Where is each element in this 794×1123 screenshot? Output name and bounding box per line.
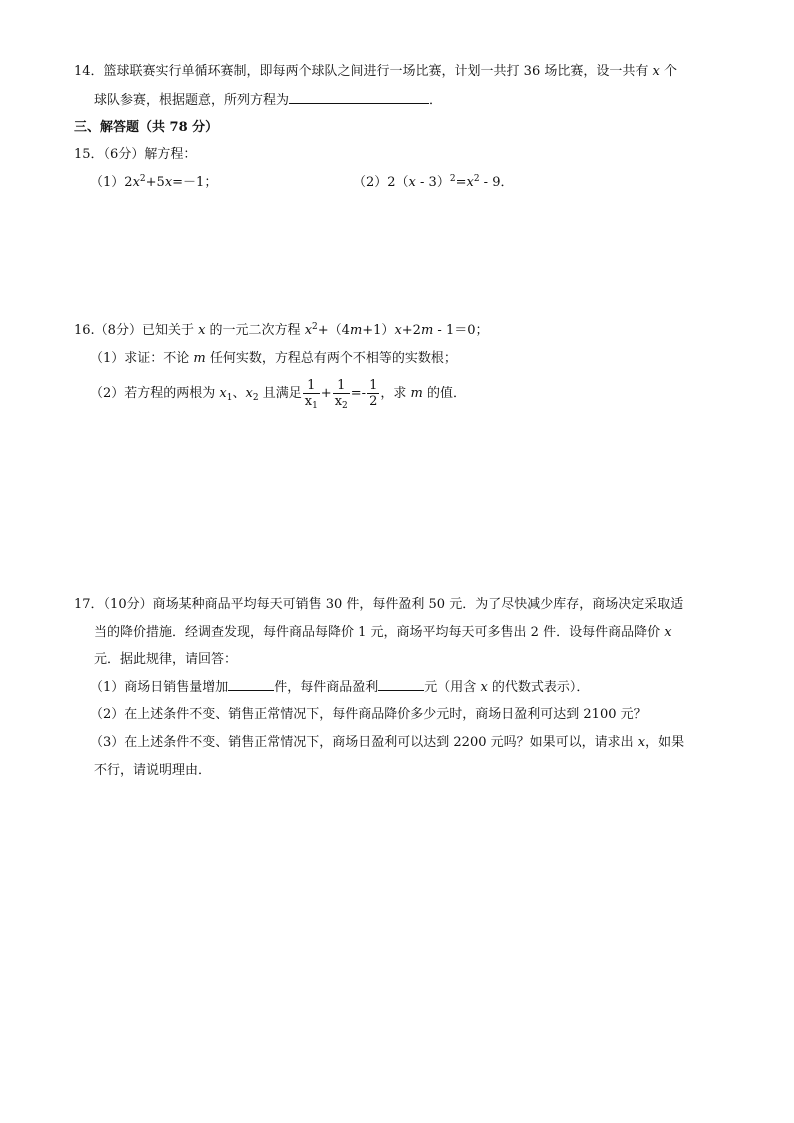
exponent: 2 [449,174,456,184]
q16-text: ，求 [380,386,411,401]
part-label: （2）2（ [353,175,409,190]
math: - 9． [479,175,514,190]
q16-text: 16.（8分）已知关于 [74,323,199,338]
q14-text: 球队参赛，根据题意，所列方程为 [94,93,290,108]
q16-text: （2）若方程的两根为 [90,386,220,401]
q17-line-2 [94,624,672,642]
math: =- [350,386,367,401]
var-m: m [420,323,434,338]
math: - 1＝0； [433,323,489,338]
q17-text: 的代数式表示）． [487,680,590,695]
q14-text: 14．篮球联赛实行单循环赛制，即每两个球队之间进行一场比赛，计划一共打 36 场比赛，设一共有 [74,64,653,79]
subscript: 2 [252,393,259,403]
q17-line-1: 17．（10分）商场某种商品平均每天可销售 30 件，每件盈利 50 元．为了尽快减少库存，商场决定采取适 [74,597,684,612]
math: +2 [401,323,421,338]
math: =－1； [172,175,218,190]
q16-text: 且满足 [258,386,302,401]
q14-text: ． [429,93,443,108]
q14-answer-blank[interactable] [289,91,429,104]
q16-text: （1）求证：不论 [90,351,194,366]
q17-text: （3）在上述条件不变、销售正常情况下，商场日盈利可以达到 2200 元吗？如果可以，请求出 [90,735,638,750]
q14-line-1 [74,63,677,81]
var-m: m [349,323,363,338]
q17-part-3-cont: 不行，请说明理由． [94,763,212,778]
math: - 3） [415,175,450,190]
fraction-numerator: 1 [303,378,320,394]
fraction-1-over-x2 [333,378,350,409]
q17-line-3: 元．据此规律，请回答： [94,652,238,667]
q17-text: ，如果 [645,735,685,750]
q16-part-1 [90,350,457,368]
var-x: x [164,175,173,190]
q17-part-1 [90,678,589,697]
q17-part-2: （2）在上述条件不变、销售正常情况下，每件商品降价多少元时，商场日盈利可达到 2100 元？ [90,707,647,722]
profit-per-item-blank[interactable] [378,678,424,691]
var-x: x [408,175,416,190]
q17-text: （1）商场日销售量增加 [90,680,229,695]
q16-stem [74,322,488,340]
var-x: x [394,323,402,338]
math: = [455,175,467,190]
q17-text: 元（用含 [424,680,481,695]
var-x: x [132,175,140,190]
var-x: x [198,323,206,338]
q16-text: 的一元二次方程 [205,323,305,338]
var-x: x [219,386,227,401]
var-x: x [334,394,343,409]
q16-text: 、 [232,386,246,401]
fraction-1-over-2 [367,378,379,409]
var-x: x [652,64,660,79]
sales-increase-blank[interactable] [228,678,274,691]
var-m: m [410,386,423,401]
exponent: 2 [473,174,480,184]
math: + [320,386,332,401]
var-x: x [466,175,474,190]
fraction-1-over-x1 [303,378,320,409]
subscript: 1 [226,393,233,403]
subscript: 1 [312,401,318,411]
q14-text: 个 [659,64,677,79]
var-x: x [245,386,253,401]
math: +1） [362,323,395,338]
fraction-denominator [333,394,350,409]
fraction-denominator: 2 [369,394,378,409]
fraction-numerator: 1 [369,378,378,393]
var-x: x [304,394,313,409]
var-m: m [193,351,206,366]
q17-part-3 [90,734,684,752]
q15-part-2 [353,174,513,192]
math: +（4 [317,323,350,338]
var-x: x [304,323,313,338]
fraction-numerator: 1 [333,378,350,394]
q16-text: 的值． [422,386,466,401]
math: +5 [145,175,165,190]
fraction-denominator [303,394,320,409]
q15-part-1 [90,174,217,192]
q15-stem: 15．（6分）解方程： [74,147,197,162]
part-label: （1） [90,175,125,190]
section-3-heading: 三、解答题（共 78 分） [74,120,219,135]
exponent: 2 [139,174,146,184]
q16-part-2 [90,376,466,412]
math: 2 [124,175,133,190]
var-x: x [664,625,672,640]
q14-line-2 [94,91,442,110]
var-x: x [480,680,488,695]
var-x: x [637,735,646,750]
exponent: 2 [312,322,318,332]
q16-text: 任何实数，方程总有两个不相等的实数根； [205,351,457,366]
subscript: 2 [342,401,348,411]
q17-text: 件，每件商品盈利 [274,680,379,695]
q17-text: 当的降价措施．经调查发现，每件商品每降价 1 元，商场平均每天可多售出 2 件．设每件商品降价 [94,625,665,640]
